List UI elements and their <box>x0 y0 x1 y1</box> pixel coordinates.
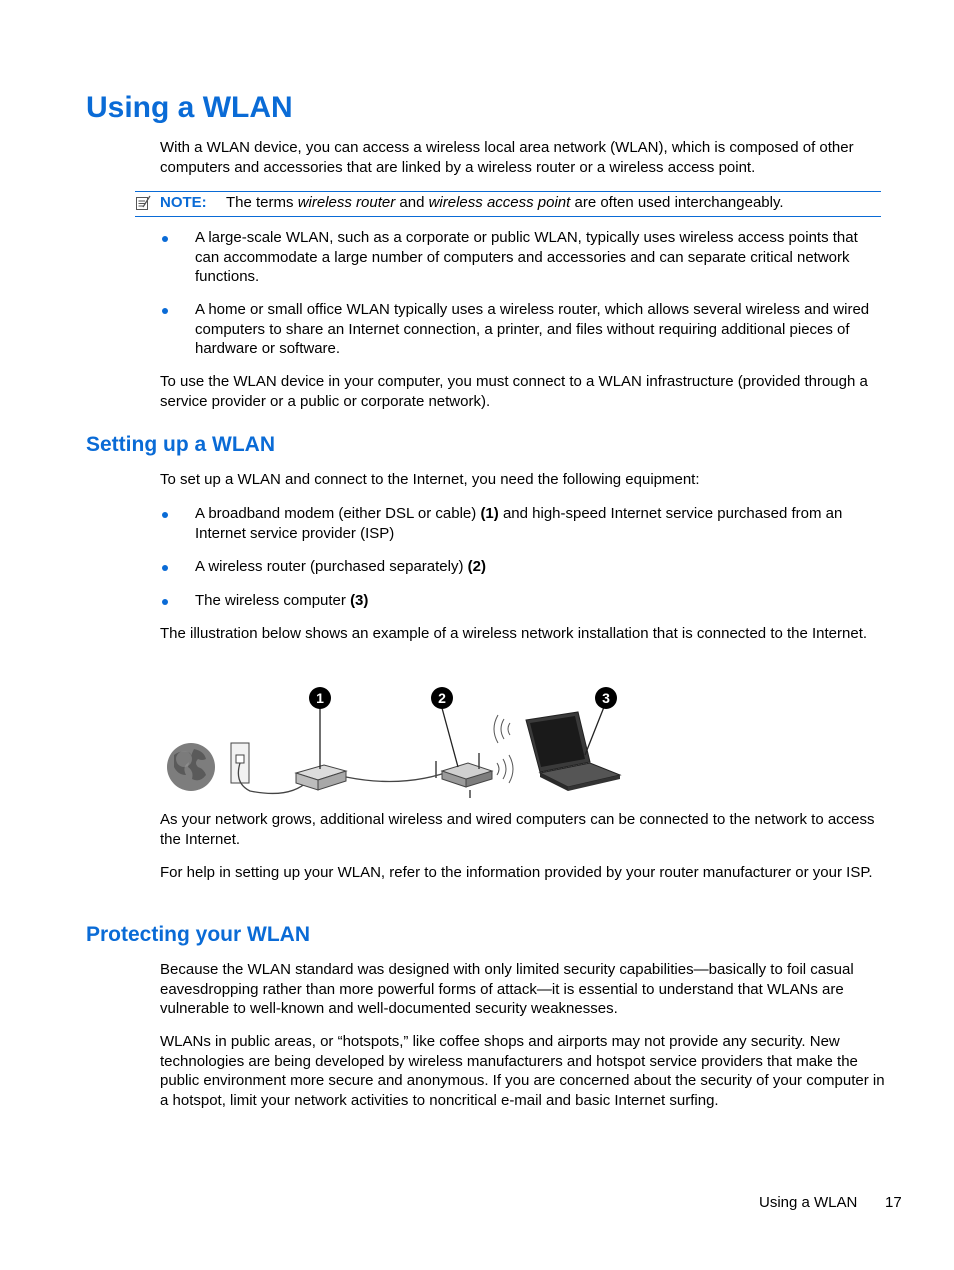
page-title: Using a WLAN <box>86 91 293 124</box>
bullet-icon <box>162 599 168 605</box>
bullet-icon <box>162 236 168 242</box>
wlan-illustration <box>160 683 630 803</box>
network-grows-paragraph: As your network grows, additional wireless and wired computers can be connected to the network to access the Internet. <box>160 811 875 848</box>
note-icon <box>135 195 151 211</box>
callout-1 <box>309 687 331 709</box>
list-item: A home or small office WLAN typically uses a wireless router, which allows several wireless and wired computers to share an Internet connection, a printer, and files without requiring additional pieces of hardware or software. <box>160 300 885 359</box>
svg-text:3: 3 <box>602 690 610 706</box>
bullet-icon <box>162 512 168 518</box>
page-number: 17 <box>885 1194 902 1211</box>
callout-3 <box>595 687 617 709</box>
bullet-icon <box>162 308 168 314</box>
globe-icon <box>167 743 215 791</box>
section-heading-setup: Setting up a WLAN <box>86 433 275 456</box>
security-paragraph: Because the WLAN standard was designed with only limited security capabilities—basically to foil casual eavesdropping rather than more powerful forms of attack—it is essential to understand that WLANs are vulnerable to well-known and well-documented security weaknesses. <box>160 961 854 1017</box>
intro-paragraph: With a WLAN device, you can access a wireless local area network (WLAN), which is composed of other computers and accessories that are linked by a wireless router or a wireless access point. <box>160 139 854 176</box>
note-term-wireless-router: wireless router <box>297 194 396 211</box>
note-text: The terms wireless router and wireless access point are often used interchangeably. <box>226 194 784 211</box>
hotspot-paragraph: WLANs in public areas, or “hotspots,” like coffee shops and airports may not provide any security. New technologies are being developed by wireless manufacturers and hotspot service providers that make the public environment more secure and anonymous. If you are concerned about the security of your computer in a hotspot, limit your network activities to noncritical e-mail and basic Internet surfing. <box>160 1033 885 1109</box>
laptop-icon <box>526 712 620 791</box>
note-box <box>135 191 881 217</box>
svg-text:2: 2 <box>438 690 446 706</box>
router-icon <box>436 753 492 798</box>
bullet-icon <box>162 565 168 571</box>
list-item: A large-scale WLAN, such as a corporate or public WLAN, typically uses wireless access points that can accommodate a large number of computers and accessories and can separate critical network functions. <box>160 228 885 287</box>
use-paragraph: To use the WLAN device in your computer, you must connect to a WLAN infrastructure (provided through a service provider or a public or corporate network). <box>160 373 868 410</box>
note-term-wireless-access-point: wireless access point <box>428 194 571 211</box>
setup-intro: To set up a WLAN and connect to the Internet, you need the following equipment: <box>160 471 700 488</box>
note-label: NOTE: <box>160 194 207 211</box>
section-heading-protect: Protecting your WLAN <box>86 923 310 946</box>
callout-2 <box>431 687 453 709</box>
list-item: A wireless router (purchased separately) (2) <box>160 557 885 577</box>
list-item: A broadband modem (either DSL or cable) (1) and high-speed Internet service purchased from an Internet service provider (ISP) <box>160 504 885 543</box>
footer-section: Using a WLAN <box>759 1194 858 1211</box>
modem-icon <box>296 765 346 790</box>
svg-text:1: 1 <box>316 690 324 706</box>
illustration-intro: The illustration below shows an example of a wireless network installation that is connected to the Internet. <box>160 625 868 642</box>
help-paragraph: For help in setting up your WLAN, refer to the information provided by your router manufacturer or your ISP. <box>160 864 873 881</box>
list-item: The wireless computer (3) <box>160 591 885 611</box>
